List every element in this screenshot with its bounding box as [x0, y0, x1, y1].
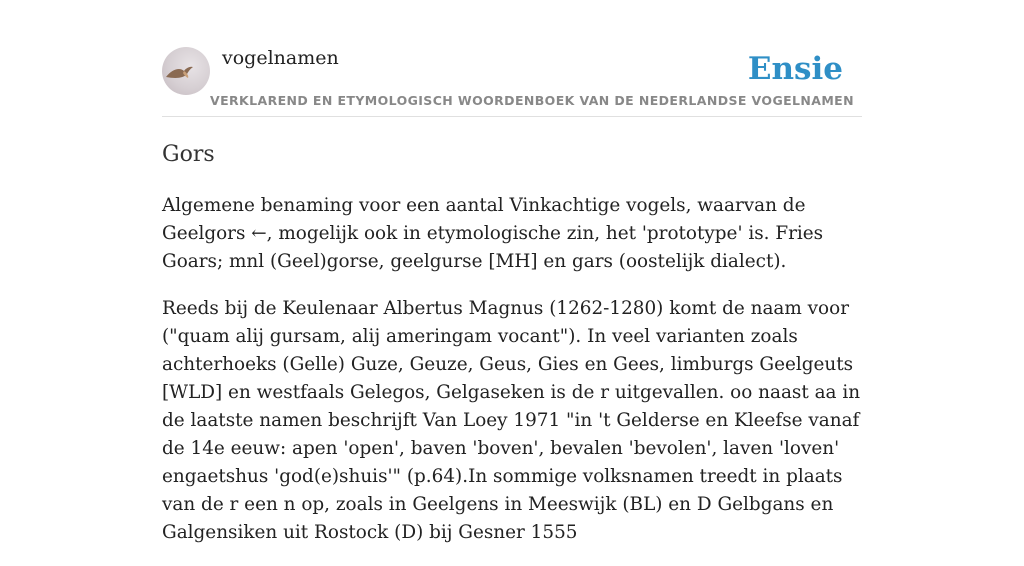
avatar[interactable] — [162, 47, 210, 95]
paragraph: Reeds bij de Keulenaar Albertus Magnus (1262-1280) komt de naam voor ("quam alij gursam, alij ameringam vocant"). In veel varianten zoals achterhoeks (Gelle) Guze, Geuze, Geus, Gies en Gees, limburgs Geelgeuts [WLD] en westfaals Gelegos, Gelgaseken is de r uitgevallen. oo naast aa in de laatste namen beschrijft Van Loey 1971 "in 't Gelderse en Kleefse vanaf de 14e eeuw: apen 'open', baven 'boven', bevalen 'bevolen', laven 'loven' engaetshus 'god(e)shuis'" (p.64).In sommige volksnamen treedt in plaats van de r een n op, zoals in Geelgens in Meeswijk (BL) en D Gelbgans en Galgensiken uit Rostock (D) bij Gesner 1555 — [162, 298, 861, 543]
paragraph: Algemene benaming voor een aantal Vinkachtige vogels, waarvan de Geelgors ←, mogelijk ook in etymologische zin, het 'prototype' is. Fries Goars; mnl (Geel)gorse, geelgurse [MH] en gars (oostelijk dialect). — [162, 195, 824, 272]
site-subtitle: VERKLAREND EN ETYMOLOGISCH WOORDENBOEK VAN DE NEDERLANDSE VOGELNAMEN — [210, 93, 854, 108]
page-title: Gors — [162, 142, 215, 167]
site-name[interactable]: vogelnamen — [222, 47, 339, 69]
bird-icon — [162, 47, 210, 95]
article-body — [162, 192, 862, 566]
brand-logo[interactable]: Ensie — [747, 51, 843, 87]
site-header — [162, 0, 862, 117]
